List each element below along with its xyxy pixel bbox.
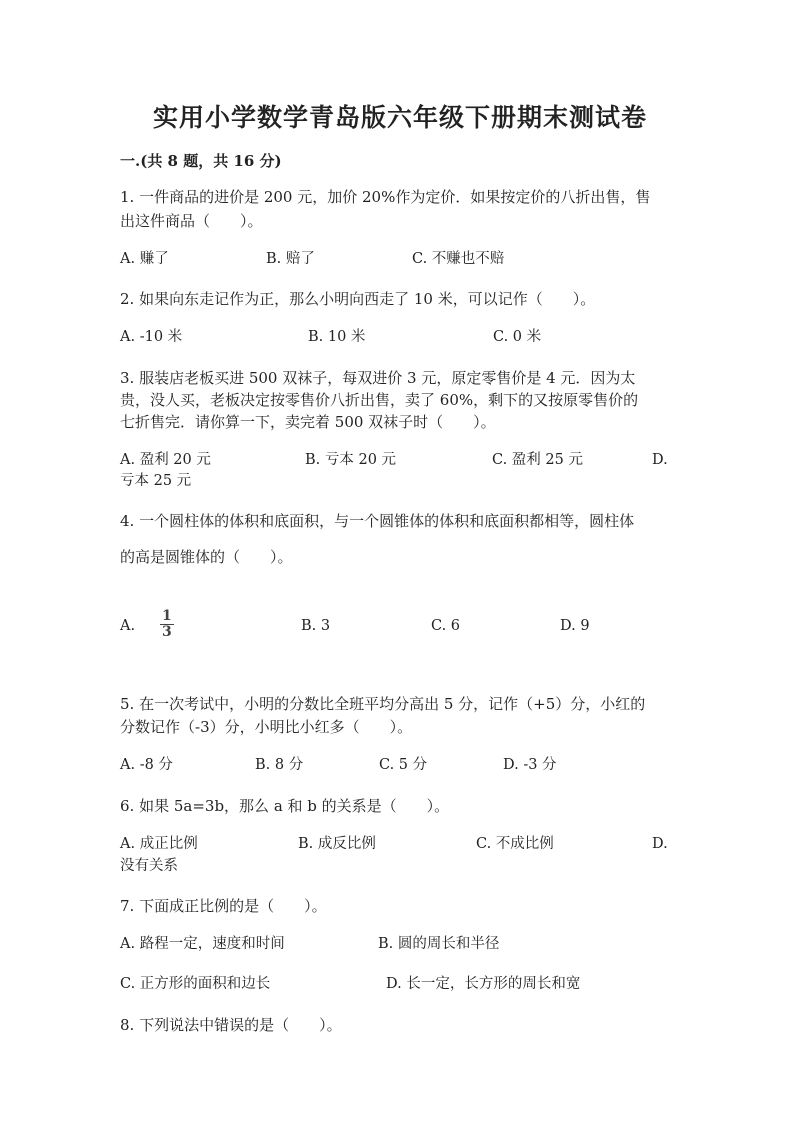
question-2-option-a: A. -10 米 xyxy=(120,329,183,345)
question-3-line-3: 七折售完．请你算一下，卖完着 500 双袜子时（ ）。 xyxy=(120,413,496,431)
question-2-line-1: 2. 如果向东走记作为正，那么小明向西走了 10 米，可以记作（ ）。 xyxy=(120,290,596,308)
question-4-option-a-fraction xyxy=(160,609,174,640)
question-1-option-c: C. 不赚也不赔 xyxy=(412,251,505,267)
question-3-option-b: B. 亏本 20 元 xyxy=(305,452,397,468)
question-4-option-d: D. 9 xyxy=(560,618,590,634)
question-3-line-2: 贵，没人买，老板决定按零售价八折出售，卖了 60%，剩下的又按原零售价的 xyxy=(120,391,639,409)
question-6-option-d-continued: 没有关系 xyxy=(120,858,178,874)
question-1-option-b: B. 赔了 xyxy=(266,251,315,267)
question-6-option-b: B. 成反比例 xyxy=(298,836,376,852)
fraction-denominator: 3 xyxy=(162,624,172,640)
question-7-option-d: D. 长一定，长方形的周长和宽 xyxy=(386,976,581,992)
question-5-line-1: 5. 在一次考试中，小明的分数比全班平均分高出 5 分，记作（+5）分，小红的 xyxy=(120,695,646,713)
question-5-option-a: A. -8 分 xyxy=(120,757,173,773)
question-2-option-b: B. 10 米 xyxy=(308,329,366,345)
question-5-option-c: C. 5 分 xyxy=(379,757,428,773)
question-7-line-1: 7. 下面成正比例的是（ ）。 xyxy=(120,897,327,915)
question-3-option-a: A. 盈利 20 元 xyxy=(120,452,211,468)
question-6-option-d: D. xyxy=(652,836,668,852)
question-4-line-2: 的高是圆锥体的（ ）。 xyxy=(120,548,293,566)
question-6-line-1: 6. 如果 5a=3b，那么 a 和 b 的关系是（ ）。 xyxy=(120,797,450,815)
question-5-option-b: B. 8 分 xyxy=(255,757,304,773)
section-heading: 一.(共 8 题，共 16 分) xyxy=(120,152,282,170)
question-4-line-1: 4. 一个圆柱体的体积和底面积，与一个圆锥体的体积和底面积都相等，圆柱体 xyxy=(120,512,635,530)
question-3-option-d-continued: 亏本 25 元 xyxy=(120,473,192,489)
question-6-option-a: A. 成正比例 xyxy=(120,836,198,852)
question-3-option-d: D. xyxy=(652,452,668,468)
question-1-option-a: A. 赚了 xyxy=(120,251,169,267)
question-4-option-c: C. 6 xyxy=(431,618,461,634)
question-1-line-1: 1. 一件商品的进价是 200 元，加价 20%作为定价．如果按定价的八折出售，售 xyxy=(120,188,651,206)
page-title: 实用小学数学青岛版六年级下册期末测试卷 xyxy=(152,103,647,132)
question-3-line-1: 3. 服装店老板买进 500 双袜子，每双进价 3 元，原定零售价是 4 元．因为太 xyxy=(120,369,636,387)
question-4-option-b: B. 3 xyxy=(301,618,331,634)
question-4-option-a-label: A. xyxy=(120,618,136,634)
question-7-option-b: B. 圆的周长和半径 xyxy=(378,936,500,952)
question-7-option-c: C. 正方形的面积和边长 xyxy=(120,976,271,992)
question-3-option-c: C. 盈利 25 元 xyxy=(492,452,583,468)
fraction-numerator: 1 xyxy=(162,608,172,624)
question-2-option-c: C. 0 米 xyxy=(493,329,542,345)
question-5-line-2: 分数记作（-3）分，小明比小红多（ ）。 xyxy=(120,718,413,736)
question-7-option-a: A. 路程一定，速度和时间 xyxy=(120,936,285,952)
question-8-line-1: 8. 下列说法中错误的是（ ）。 xyxy=(120,1016,342,1034)
question-1-line-2: 出这件商品（ ）。 xyxy=(120,212,263,230)
question-5-option-d: D. -3 分 xyxy=(503,757,557,773)
question-6-option-c: C. 不成比例 xyxy=(476,836,554,852)
